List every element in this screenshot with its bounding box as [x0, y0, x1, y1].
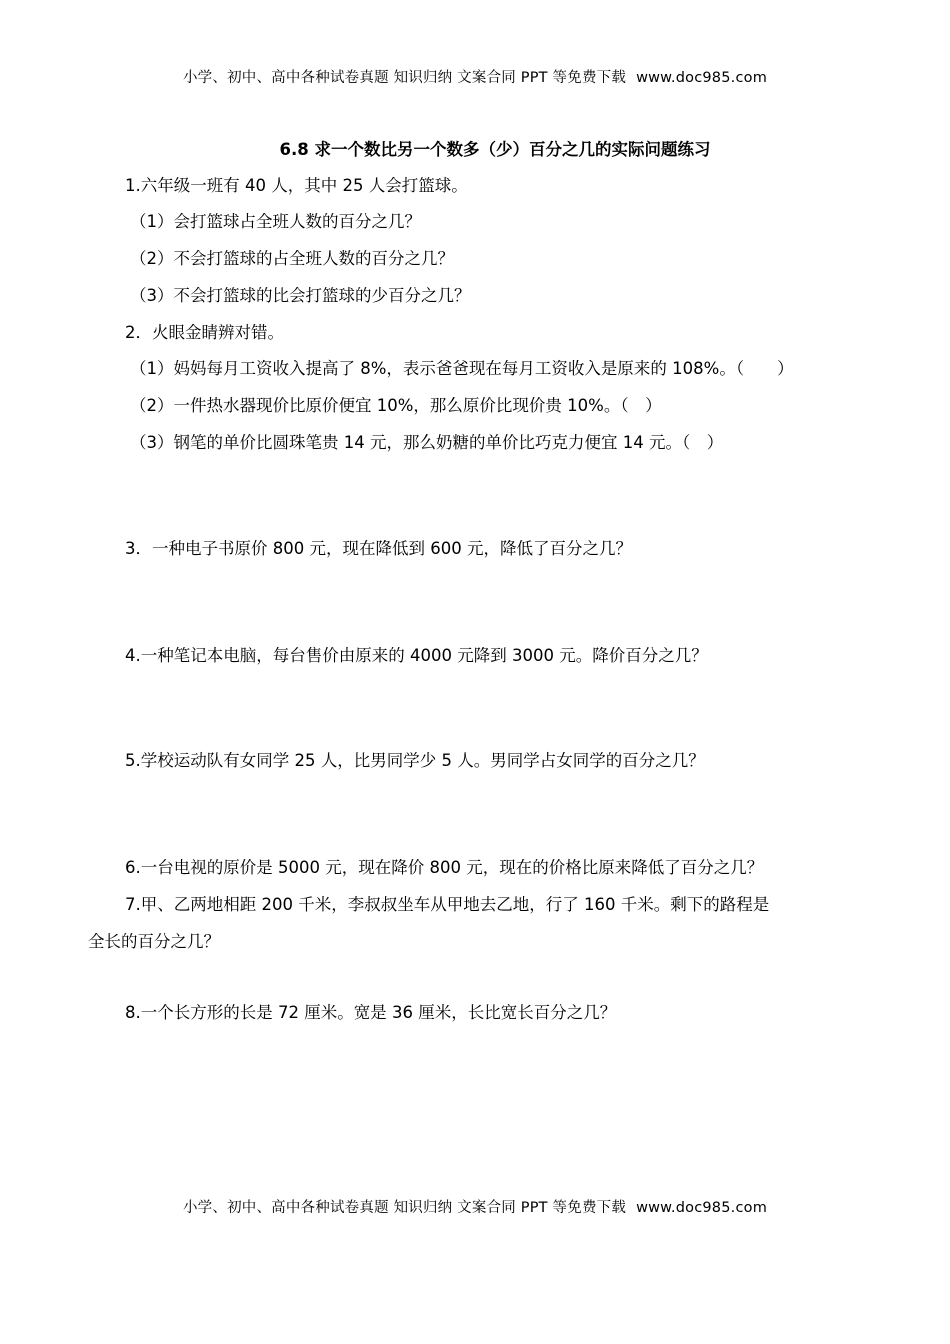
question-6: 6.一台电视的原价是 5000 元，现在降价 800 元，现在的价格比原来降低了百分之几？ [125, 858, 764, 877]
worksheet-title: 6.8 求一个数比另一个数多（少）百分之几的实际问题练习 [279, 140, 711, 159]
question-4: 4.一种笔记本电脑，每台售价由原来的 4000 元降到 3000 元。降价百分之几？ [125, 646, 708, 665]
question-1-part-1: （1）会打篮球占全班人数的百分之几？ [130, 212, 421, 231]
footer-site-link[interactable]: www.doc985.com [636, 1200, 768, 1216]
question-1-part-2: （2）不会打篮球的占全班人数的百分之几？ [130, 249, 454, 268]
header-text: 小学、初中、高中各种试卷真题 知识归纳 文案合同 PPT 等免费下载 [182, 70, 627, 86]
question-8: 8.一个长方形的长是 72 厘米。宽是 36 厘米，长比宽长百分之几？ [125, 1003, 617, 1022]
question-7-line-2: 全长的百分之几？ [88, 932, 220, 951]
question-5: 5.学校运动队有女同学 25 人，比男同学少 5 人。男同学占女同学的百分之几？ [125, 751, 705, 770]
question-2-stem: 2．火眼金睛辨对错。 [125, 323, 284, 342]
question-2-part-2: （2）一件热水器现价比原价便宜 10%，那么原价比现价贵 10%。（ ） [130, 396, 662, 415]
question-1-stem: 1.六年级一班有 40 人，其中 25 人会打篮球。 [125, 176, 468, 195]
question-3: 3．一种电子书原价 800 元，现在降低到 600 元，降低了百分之几？ [125, 539, 632, 558]
footer-text: 小学、初中、高中各种试卷真题 知识归纳 文案合同 PPT 等免费下载 [182, 1200, 627, 1216]
page-header [0, 66, 950, 87]
header-site-link[interactable]: www.doc985.com [636, 70, 768, 86]
question-2-part-1: （1）妈妈每月工资收入提高了 8%，表示爸爸现在每月工资收入是原来的 108%。（ ） [130, 359, 794, 378]
question-1-part-3: （3）不会打篮球的比会打篮球的少百分之几？ [130, 286, 471, 305]
page-footer [0, 1196, 950, 1217]
question-7-line-1: 7.甲、乙两地相距 200 千米，李叔叔坐车从甲地去乙地，行了 160 千米。剩下的路程是 [125, 895, 770, 914]
question-2-part-3: （3）钢笔的单价比圆珠笔贵 14 元，那么奶糖的单价比巧克力便宜 14 元。（ ） [130, 433, 724, 452]
